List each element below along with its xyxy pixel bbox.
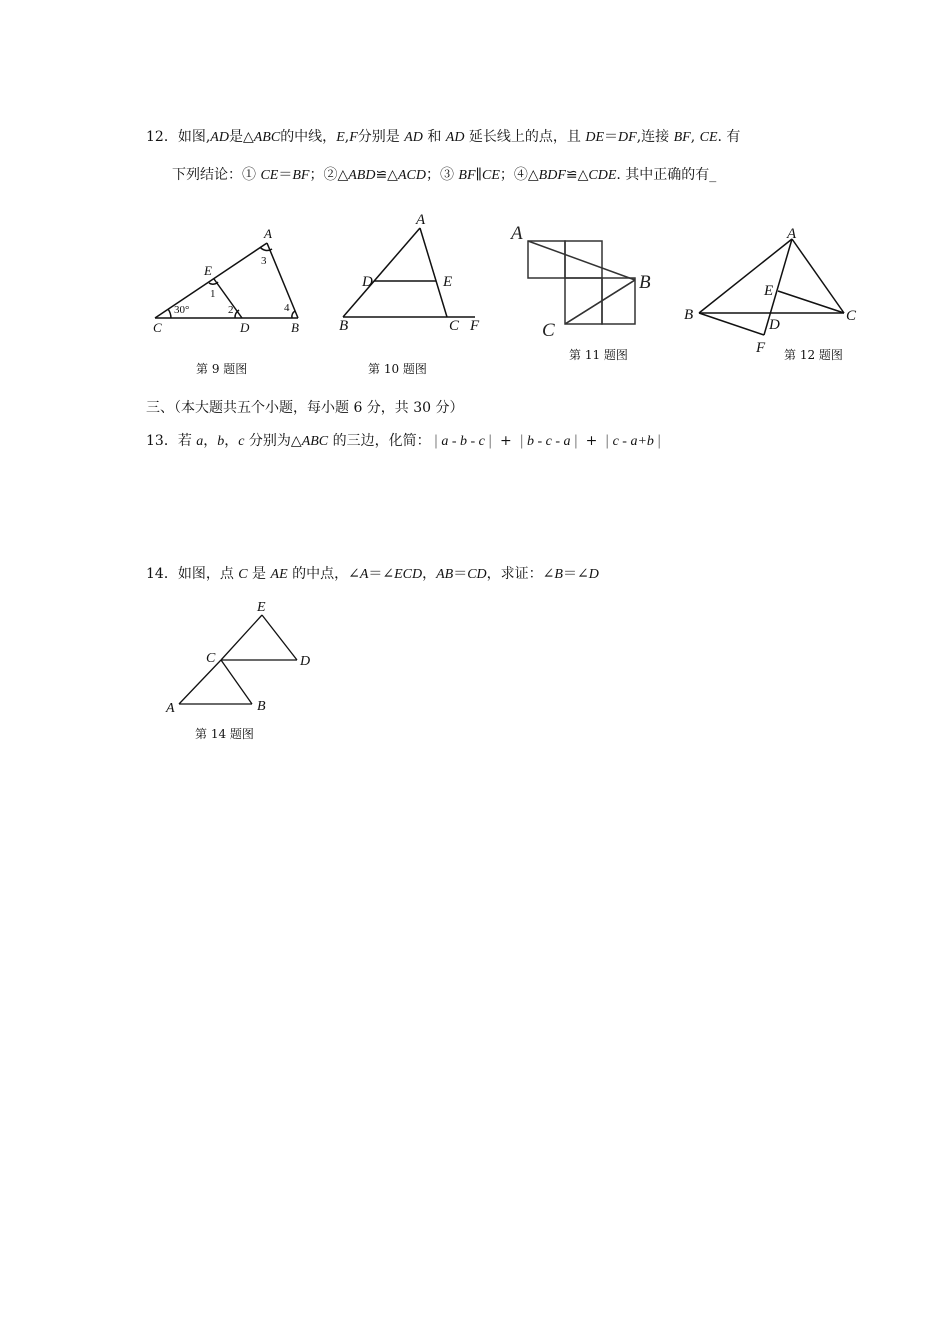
fig10-label-c: C <box>449 318 460 334</box>
q13-expr2: b - c - a <box>526 434 571 449</box>
q12-line2-part: ACD <box>397 168 426 183</box>
q12-line1-text-part: E <box>336 130 345 145</box>
fig10-label-d: D <box>362 274 373 290</box>
q12-line1-text-part: ＝ <box>604 129 619 145</box>
fig14-label-c: C <box>206 651 216 666</box>
fig10-label-e: E <box>443 274 453 290</box>
q12-line1-text-part: BF <box>673 130 691 145</box>
q13-text: 13．若 a，b，c 分别为△ABC 的三边，化简： | a - b - c | + | b - c - a | + | c - a+b | <box>146 433 662 449</box>
fig12-label-f: F <box>756 340 766 356</box>
q12-line1-text-part: CE <box>699 130 718 145</box>
q14-text-part: C <box>238 567 248 582</box>
fig11-label-c: C <box>542 320 555 341</box>
figure-10 <box>335 210 490 335</box>
section3-heading: 三、（本大题共五个小题，每小题 6 分，共 30 分） <box>146 400 464 416</box>
q12-line1-text-part: , <box>344 129 350 145</box>
fig9-angle-1: 1 <box>210 288 216 300</box>
fig9-label-a: A <box>264 226 272 241</box>
q14-text-part: ＝∠ <box>562 566 589 582</box>
q12-line1-text-part: 的中线， <box>280 129 337 145</box>
q12-line1-text-part: , <box>690 129 700 145</box>
q13-suffix: 的三边，化简： <box>328 433 431 449</box>
q12-line1-text-part: AD <box>445 130 465 145</box>
q12-line1-text-part: 是△ <box>228 129 254 145</box>
figure-9 <box>150 225 310 335</box>
fig9-angle-2: 2 <box>228 304 234 316</box>
fig11-label-a: A <box>511 223 523 244</box>
fig12-label-e: E <box>764 283 774 299</box>
fig14-label-b: B <box>257 699 266 714</box>
fig10-label-a: A <box>416 212 426 228</box>
fig14-label-a: A <box>166 701 175 716</box>
q12-line1-text-part: . 有 <box>717 129 741 145</box>
fig12-label-c: C <box>846 308 857 324</box>
q12-line1-text-part: AD <box>210 130 229 145</box>
q12-line2-part: BF <box>292 168 310 183</box>
fig12-label-a: A <box>787 226 797 242</box>
q13-prefix: 13．若 <box>146 433 197 449</box>
q14-text <box>146 564 599 585</box>
fig10-label-f: F <box>470 318 480 334</box>
q12-line1-text-part: 分别是 <box>357 129 405 145</box>
fig12-label-b: B <box>684 307 694 323</box>
q14-text-part: ＝∠ <box>368 566 395 582</box>
fig10-label-b: B <box>339 318 349 334</box>
q12-line2 <box>172 165 716 186</box>
q12-line1-text <box>178 129 741 145</box>
q12-number: 12． <box>146 129 178 145</box>
figure-14 <box>165 598 325 723</box>
q13-var-b: b <box>217 434 225 449</box>
q12-line2-part: 下列结论：① <box>172 167 261 183</box>
q12-line1-text-part: AD <box>404 130 423 145</box>
q12-line2-part: ；②△ <box>309 167 349 183</box>
q14-text-part: 的中点，∠ <box>287 566 360 582</box>
fig14-label-d: D <box>300 654 311 669</box>
fig9-label-d: D <box>240 320 250 335</box>
q13-plus1: + <box>495 433 517 449</box>
q12-line2-part: CDE <box>588 168 617 183</box>
fig10-caption: 第 10 题图 <box>368 362 427 376</box>
q12-line1-text-part: ,连接 <box>636 129 674 145</box>
q12-line2-part: ；③ <box>425 167 459 183</box>
q13-expr3: c - a+b <box>612 434 654 449</box>
fig11-caption: 第 11 题图 <box>569 348 628 362</box>
fig14-label-e: E <box>257 600 266 615</box>
q12-line1-text-part: 延长线上的点，且 <box>464 129 586 145</box>
q12-line2-part: BF <box>458 168 476 183</box>
q13-var-a: a <box>196 434 204 449</box>
q13-sep2: ， <box>224 433 239 449</box>
q13-plus2: + <box>581 433 602 449</box>
q14-text-part: D <box>588 567 599 582</box>
q12-line2-part: ＝ <box>278 167 293 183</box>
q12-line1-text-part: DE <box>585 130 605 145</box>
q13-sep1: ， <box>203 433 218 449</box>
q13-var-c: c <box>238 434 245 449</box>
q12-line2-part: ∥ <box>475 167 482 183</box>
fig9-label-c: C <box>153 320 162 335</box>
q12-line2-part: ≌△ <box>565 167 589 183</box>
q12-line1 <box>146 127 740 148</box>
q12-line1-text-part: F <box>349 130 358 145</box>
q14-text-part: ， <box>422 566 437 582</box>
q13-triangle-name: ABC <box>301 434 329 449</box>
q12-line1-text-part: ABC <box>253 130 281 145</box>
q14-text-part: ECD <box>394 567 423 582</box>
q14-text-part: 是 <box>247 566 271 582</box>
fig9-label-e: E <box>204 263 212 278</box>
q12-line2-part: BDF <box>538 168 566 183</box>
q14-text-part: A <box>359 567 369 582</box>
figure-12 <box>680 225 865 355</box>
q12-line2-part: ；④△ <box>499 167 539 183</box>
q14-text-part: CD <box>467 567 487 582</box>
fig9-angle-3: 3 <box>261 255 267 267</box>
q14-text-part: AE <box>270 567 288 582</box>
q12-line2-part: CE <box>260 168 279 183</box>
fig14-caption: 第 14 题图 <box>195 727 254 741</box>
q12-line1-text-part: 如图, <box>177 129 211 145</box>
q14-text-part: 14．如图，点 <box>146 566 239 582</box>
q13-mid: 分别为△ <box>244 433 302 449</box>
q12-line2-part: ≌△ <box>375 167 398 183</box>
q14-text-part: AB <box>436 567 454 582</box>
q12-line2-part: . 其中正确的有_ <box>616 167 717 183</box>
fig9-label-b: B <box>291 320 299 335</box>
q14-text-part: ，求证：∠ <box>486 566 555 582</box>
q12-line1-text-part: DF <box>618 130 637 145</box>
q14-text-part: ＝ <box>453 566 468 582</box>
q12-line1-text-part: 和 <box>422 129 446 145</box>
q12-line2-part: ABD <box>348 168 376 183</box>
fig9-angle-4: 4 <box>284 302 290 314</box>
fig11-label-b: B <box>639 272 651 293</box>
fig12-caption: 第 12 题图 <box>784 348 843 362</box>
q12-line2-part: CE <box>481 168 500 183</box>
figure-11 <box>505 218 665 343</box>
fig9-angle-30: 30° <box>174 304 190 316</box>
fig9-caption: 第 9 题图 <box>196 362 248 376</box>
q13-expr1: a - b - c <box>441 434 485 449</box>
q14-text-part: B <box>554 567 563 582</box>
fig12-label-d: D <box>769 317 780 333</box>
